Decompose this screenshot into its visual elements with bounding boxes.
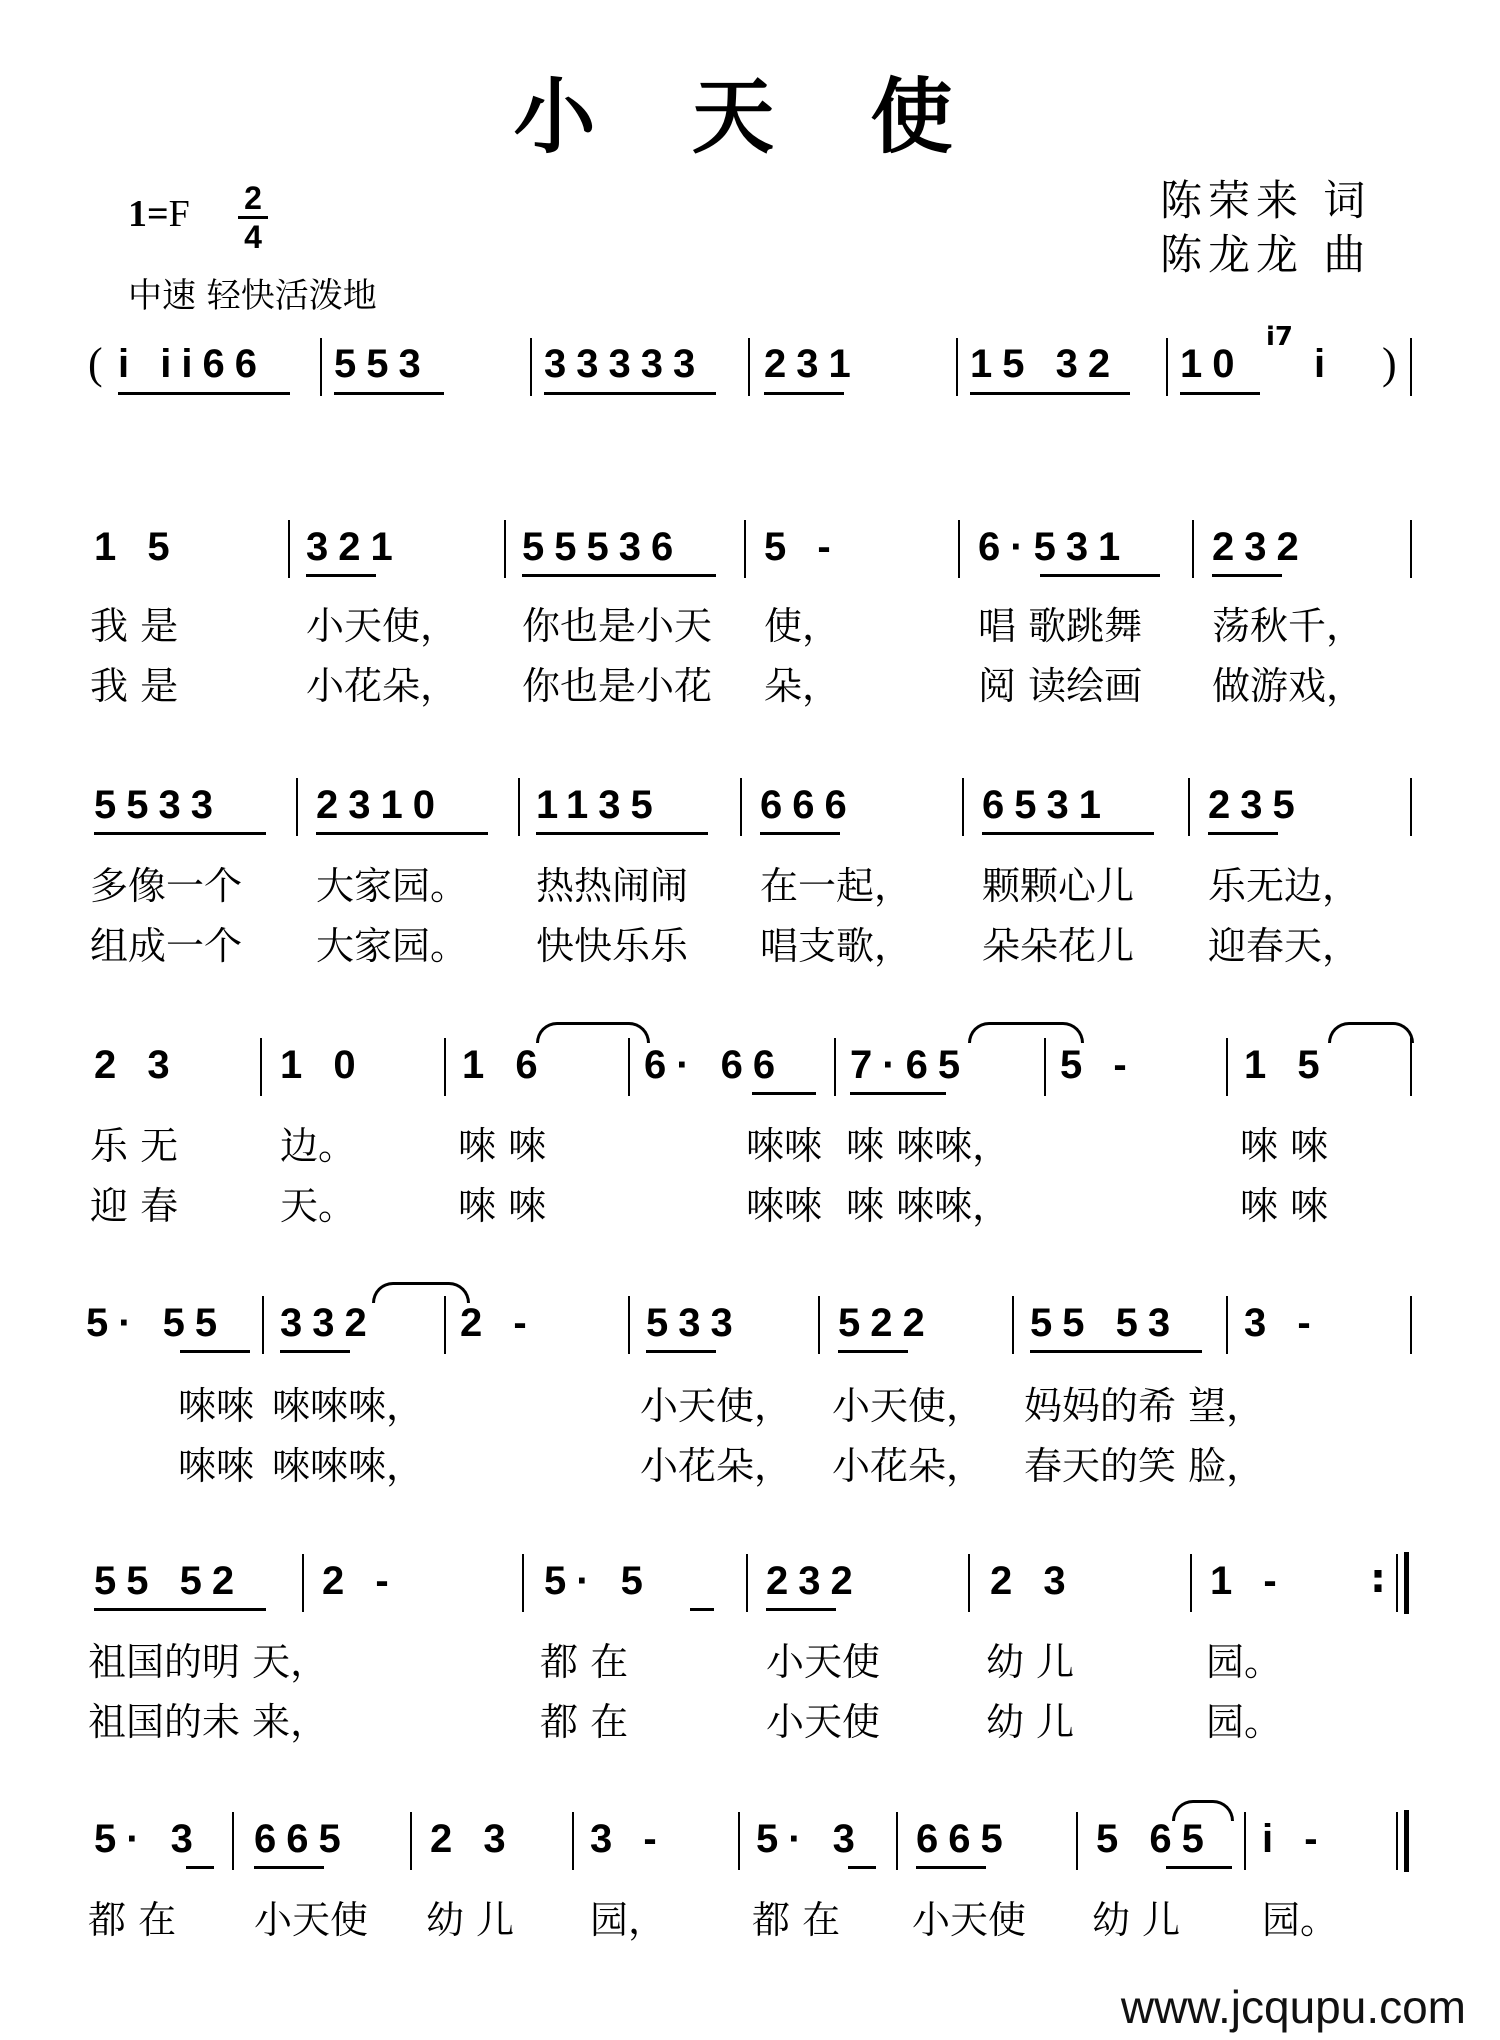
r2-measure-2: 2310 xyxy=(316,783,445,827)
barline xyxy=(748,338,750,396)
r1-measure-2: 321 xyxy=(306,525,403,569)
r3-measure-5: 7·65 xyxy=(850,1043,971,1087)
r2-lyric2-1: 组成一个 xyxy=(90,924,243,968)
r5-lyric2-6: 园。 xyxy=(1206,1700,1283,1744)
barline xyxy=(1410,338,1412,396)
repeat-end-barline xyxy=(1404,1552,1409,1614)
r4-lyric2-6: 春天的笑 脸， xyxy=(1024,1444,1265,1488)
r4-measure-1: 5· 55 xyxy=(86,1301,228,1345)
r3-lyric2-3: 唻 唻 xyxy=(458,1184,547,1228)
barline xyxy=(302,1554,304,1612)
barline xyxy=(504,520,506,578)
r2-lyric2-4: 唱支歌， xyxy=(760,924,913,968)
repeat-dots: : xyxy=(1370,1556,1386,1602)
barline xyxy=(834,1038,836,1096)
barline xyxy=(518,778,520,836)
intro-measure-3: 33333 xyxy=(544,342,706,386)
r4-measure-3: 2 - xyxy=(460,1301,537,1345)
intro-last-note: i xyxy=(1314,342,1336,386)
barline xyxy=(738,1812,740,1870)
intro-open-paren: ( xyxy=(88,339,103,388)
r3-measure-3: 1 6 xyxy=(462,1043,548,1087)
barline xyxy=(1226,1038,1228,1096)
r6-lyric1-7: 幼 儿 xyxy=(1092,1898,1181,1942)
r2-lyric1-2: 大家园。 xyxy=(316,864,469,908)
r4-measure-7: 3 - xyxy=(1244,1301,1321,1345)
r3-lyric2-5: 唻 唻唻， xyxy=(846,1184,1011,1228)
intro-close-paren: ) xyxy=(1382,339,1397,388)
beam xyxy=(1166,1866,1232,1869)
r3-measure-7: 1 5 xyxy=(1244,1043,1330,1087)
r1-lyric1-6: 荡秋千， xyxy=(1212,604,1365,648)
barline xyxy=(232,1812,234,1870)
r6-lyric1-1: 都 在 xyxy=(88,1898,177,1942)
r6-measure-7: 5 65 xyxy=(1096,1817,1214,1861)
r3-lyric1-1: 乐 无 xyxy=(90,1124,179,1168)
barline xyxy=(818,1296,820,1354)
r5-lyric1-1: 祖国的明 天， xyxy=(88,1640,329,1684)
r6-lyric1-2: 小天使 xyxy=(254,1898,369,1942)
r2-measure-6: 235 xyxy=(1208,783,1305,827)
intro-measure-4: 231 xyxy=(764,342,861,386)
barline xyxy=(1012,1296,1014,1354)
beam xyxy=(1212,574,1282,577)
r4-lyric2-1: 唻唻 xyxy=(178,1444,255,1488)
intro-measure-1: i ii66 xyxy=(118,342,267,386)
tie xyxy=(1172,1800,1234,1821)
beam xyxy=(1040,574,1160,577)
beam xyxy=(118,392,290,395)
r2-lyric1-5: 颗颗心儿 xyxy=(982,864,1135,908)
r6-measure-3: 2 3 xyxy=(430,1817,516,1861)
r3-lyric2-4: 唻唻 xyxy=(746,1184,823,1228)
barline xyxy=(522,1554,524,1612)
r3-lyric2-1: 迎 春 xyxy=(90,1184,179,1228)
r1-lyric2-3: 你也是小花 xyxy=(522,664,713,708)
r2-measure-1: 5533 xyxy=(94,783,223,827)
barline xyxy=(896,1812,898,1870)
r6-lyric1-3: 幼 儿 xyxy=(426,1898,515,1942)
beam xyxy=(982,832,1154,835)
beam xyxy=(970,392,1130,395)
r4-lyric2-2: 唻唻唻， xyxy=(272,1444,425,1488)
key-note: F xyxy=(168,193,190,235)
r4-measure-6: 55 53 xyxy=(1030,1301,1181,1345)
r5-measure-2: 2 - xyxy=(322,1559,399,1603)
r2-lyric2-2: 大家园。 xyxy=(316,924,469,968)
r4-measure-2: 332 xyxy=(280,1301,377,1345)
r1-lyric2-4: 朵， xyxy=(764,664,841,708)
site-watermark[interactable]: www.jcqupu.com xyxy=(1120,1981,1466,2033)
beam xyxy=(760,832,840,835)
barline xyxy=(628,1296,630,1354)
r6-lyric1-6: 小天使 xyxy=(912,1898,1027,1942)
r5-lyric1-4: 小天使 xyxy=(766,1640,881,1684)
r3-lyric1-4: 唻唻 xyxy=(746,1124,823,1168)
beam xyxy=(690,1608,714,1611)
barline xyxy=(1076,1812,1078,1870)
r1-measure-6: 232 xyxy=(1212,525,1309,569)
intro-grace-notes: i7 xyxy=(1266,322,1294,352)
beam xyxy=(838,1350,908,1353)
key-signature xyxy=(128,192,190,236)
beam xyxy=(180,1350,250,1353)
r1-measure-4: 5 - xyxy=(764,525,841,569)
barline xyxy=(1410,1296,1412,1354)
r1-lyric1-3: 你也是小天 xyxy=(522,604,713,648)
beam xyxy=(316,832,488,835)
r4-lyric1-1: 唻唻 xyxy=(178,1384,255,1428)
r6-measure-8: i - xyxy=(1262,1817,1328,1861)
r2-measure-5: 6531 xyxy=(982,783,1111,827)
r3-measure-1: 2 3 xyxy=(94,1043,180,1087)
r3-measure-4: 6· 66 xyxy=(644,1043,786,1087)
barline xyxy=(956,338,958,396)
barline xyxy=(296,778,298,836)
r5-measure-3: 5· 5 xyxy=(544,1559,653,1603)
r1-measure-5: 6·531 xyxy=(978,525,1131,569)
beam xyxy=(752,1092,816,1095)
intro-measure-2: 553 xyxy=(334,342,431,386)
r1-measure-3: 55536 xyxy=(522,525,684,569)
r4-lyric2-5: 小花朵， xyxy=(832,1444,985,1488)
barline xyxy=(262,1296,264,1354)
tie xyxy=(968,1022,1084,1043)
song-title: 小 天 使 xyxy=(513,69,987,165)
r4-lyric1-5: 小天使， xyxy=(832,1384,985,1428)
r2-lyric2-3: 快快乐乐 xyxy=(536,924,689,968)
beam xyxy=(334,392,444,395)
r4-lyric2-4: 小花朵， xyxy=(640,1444,793,1488)
beam xyxy=(1180,392,1260,395)
barline xyxy=(744,520,746,578)
beam xyxy=(1030,1350,1202,1353)
barline xyxy=(968,1554,970,1612)
r1-lyric1-5: 唱 歌跳舞 xyxy=(978,604,1143,648)
barline xyxy=(1044,1038,1046,1096)
beam xyxy=(646,1350,716,1353)
barline xyxy=(1396,1812,1398,1870)
r4-lyric1-2: 唻唻唻， xyxy=(272,1384,425,1428)
r2-lyric1-4: 在一起， xyxy=(760,864,913,908)
barline xyxy=(260,1038,262,1096)
beam xyxy=(766,1608,836,1611)
barline xyxy=(1190,1554,1192,1612)
r4-measure-4: 533 xyxy=(646,1301,743,1345)
r1-lyric1-2: 小天使， xyxy=(306,604,459,648)
time-top: 2 xyxy=(244,180,262,216)
r5-lyric2-3: 都 在 xyxy=(540,1700,629,1744)
beam xyxy=(544,392,716,395)
barline xyxy=(1410,520,1412,578)
time-bottom: 4 xyxy=(244,219,262,255)
r2-lyric1-1: 多像一个 xyxy=(90,864,243,908)
r5-measure-6: 1 - xyxy=(1210,1559,1287,1603)
beam xyxy=(916,1866,986,1869)
beam xyxy=(186,1866,214,1869)
barline xyxy=(444,1296,446,1354)
tie xyxy=(1328,1022,1414,1043)
r6-measure-2: 665 xyxy=(254,1817,351,1861)
r1-lyric1-4: 使， xyxy=(764,604,841,648)
r5-lyric2-4: 小天使 xyxy=(766,1700,881,1744)
r2-measure-3: 1135 xyxy=(536,783,663,827)
tempo-marking: 中速 轻快活泼地 xyxy=(128,276,377,316)
barline xyxy=(628,1038,630,1096)
beam xyxy=(848,1866,876,1869)
beam xyxy=(94,832,266,835)
barline xyxy=(572,1812,574,1870)
r6-lyric1-4: 园， xyxy=(590,1898,667,1942)
barline xyxy=(1226,1296,1228,1354)
beam xyxy=(306,574,376,577)
r3-lyric1-2: 边。 xyxy=(280,1124,357,1168)
time-signature xyxy=(238,182,268,253)
barline xyxy=(740,778,742,836)
intro-measure-6: 10 xyxy=(1180,342,1245,386)
r5-lyric2-1: 祖国的未 来， xyxy=(88,1700,329,1744)
key-prefix: 1= xyxy=(128,193,169,235)
r2-lyric1-6: 乐无边， xyxy=(1208,864,1361,908)
r6-lyric1-5: 都 在 xyxy=(752,1898,841,1942)
r3-lyric1-7: 唻 唻 xyxy=(1240,1124,1329,1168)
r2-lyric1-3: 热热闹闹 xyxy=(536,864,689,908)
beam xyxy=(764,392,844,395)
r6-lyric1-8: 园。 xyxy=(1262,1898,1339,1942)
r3-lyric1-5: 唻 唻唻， xyxy=(846,1124,1011,1168)
r6-measure-6: 665 xyxy=(916,1817,1013,1861)
r1-lyric1-1: 我 是 xyxy=(90,604,179,648)
barline xyxy=(1396,1554,1398,1612)
r5-lyric2-5: 幼 儿 xyxy=(986,1700,1075,1744)
barline xyxy=(1192,520,1194,578)
beam xyxy=(280,1350,350,1353)
r4-lyric1-6: 妈妈的希 望， xyxy=(1024,1384,1265,1428)
final-barline xyxy=(1404,1810,1409,1872)
r3-lyric1-3: 唻 唻 xyxy=(458,1124,547,1168)
r5-measure-1: 55 52 xyxy=(94,1559,245,1603)
barline xyxy=(1166,338,1168,396)
beam xyxy=(1208,832,1278,835)
barline xyxy=(1410,1038,1412,1096)
r5-measure-5: 2 3 xyxy=(990,1559,1076,1603)
r1-lyric2-1: 我 是 xyxy=(90,664,179,708)
beam xyxy=(522,574,716,577)
r4-measure-5: 522 xyxy=(838,1301,935,1345)
r5-lyric1-5: 幼 儿 xyxy=(986,1640,1075,1684)
r3-measure-2: 1 0 xyxy=(280,1043,366,1087)
intro-measure-5: 15 32 xyxy=(970,342,1121,386)
r5-measure-4: 232 xyxy=(766,1559,863,1603)
r3-lyric2-7: 唻 唻 xyxy=(1240,1184,1329,1228)
r3-lyric2-2: 天。 xyxy=(280,1184,357,1228)
tie xyxy=(372,1282,470,1303)
barline xyxy=(530,338,532,396)
r1-lyric2-2: 小花朵， xyxy=(306,664,459,708)
r1-measure-1: 1 5 xyxy=(94,525,180,569)
barline xyxy=(320,338,322,396)
r3-measure-6: 5 - xyxy=(1060,1043,1137,1087)
r1-lyric2-6: 做游戏， xyxy=(1212,664,1365,708)
barline xyxy=(746,1554,748,1612)
barline xyxy=(962,778,964,836)
r4-lyric1-4: 小天使， xyxy=(640,1384,793,1428)
r6-measure-1: 5· 3 xyxy=(94,1817,203,1861)
beam xyxy=(94,1608,266,1611)
r2-measure-4: 666 xyxy=(760,783,857,827)
tie xyxy=(536,1022,650,1043)
r1-lyric2-5: 阅 读绘画 xyxy=(978,664,1143,708)
barline xyxy=(288,520,290,578)
r5-lyric1-6: 园。 xyxy=(1206,1640,1283,1684)
r6-measure-4: 3 - xyxy=(590,1817,667,1861)
barline xyxy=(958,520,960,578)
beam xyxy=(536,832,708,835)
r2-lyric2-6: 迎春天， xyxy=(1208,924,1361,968)
lyricist-credit: 陈荣来 词 xyxy=(1160,176,1372,225)
beam xyxy=(254,1866,324,1869)
barline xyxy=(410,1812,412,1870)
r5-lyric1-3: 都 在 xyxy=(540,1640,629,1684)
barline xyxy=(1188,778,1190,836)
composer-credit: 陈龙龙 曲 xyxy=(1160,230,1372,279)
barline xyxy=(1410,778,1412,836)
barline xyxy=(1244,1812,1246,1870)
r6-measure-5: 5· 3 xyxy=(756,1817,865,1861)
beam xyxy=(850,1092,946,1095)
r2-lyric2-5: 朵朵花儿 xyxy=(982,924,1135,968)
barline xyxy=(444,1038,446,1096)
